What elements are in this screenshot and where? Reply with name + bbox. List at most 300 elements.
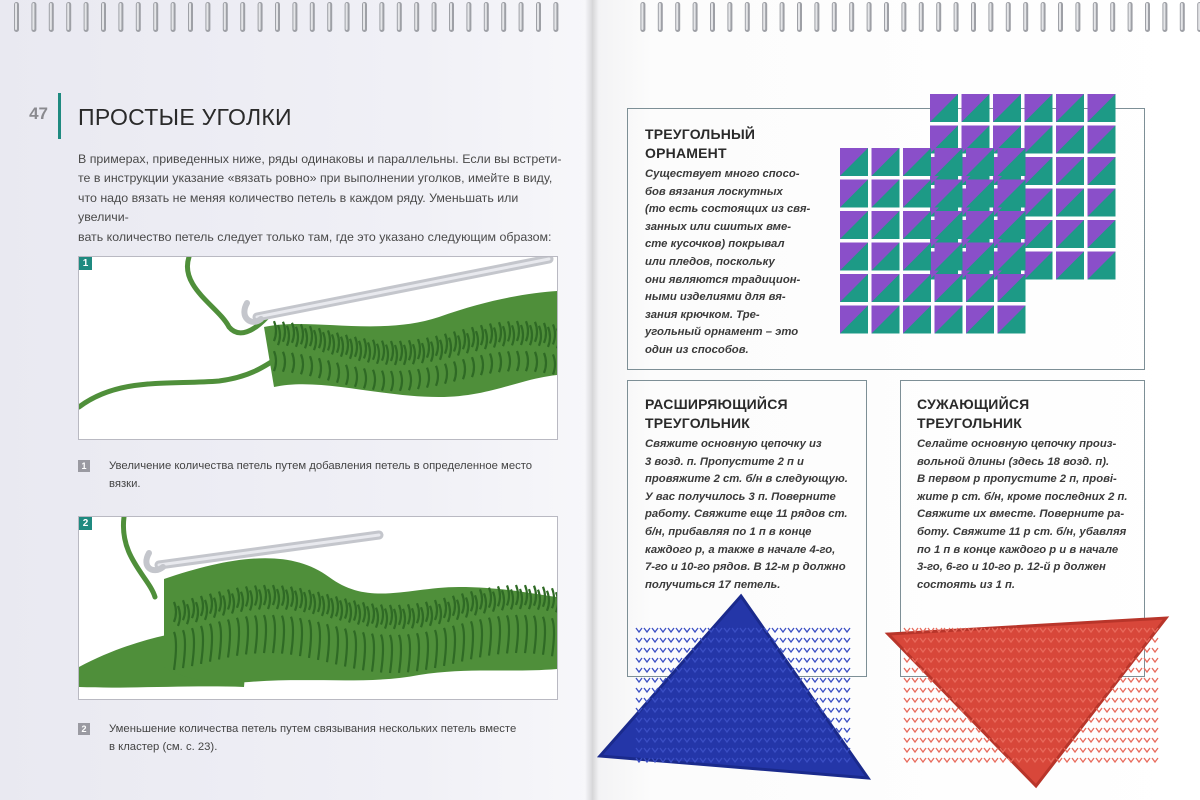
binding-loop-highlight [520,3,522,30]
crochet-stitch [660,658,666,662]
crochet-stitch [844,638,850,642]
crochet-stitch [912,678,918,682]
crochet-stitch [936,758,942,762]
crochet-stitch [684,648,690,652]
crochet-stitch [1104,728,1110,732]
crochet-stitch [976,738,982,742]
ornament-tile [1025,157,1053,185]
binding-loop-highlight [1042,3,1044,30]
photo-decrease-stitches [78,516,558,700]
crochet-stitch [844,728,850,732]
crochet-stitch [1120,708,1126,712]
ornament-tile [840,148,868,176]
crochet-stitch [836,688,842,692]
ornament-title [645,125,755,163]
ornament-tile [935,306,963,334]
intro-line: В примерах, приведенных ниже, ряды одинаковы и параллельны. Если вы встрети- [78,152,562,166]
crochet-stitch [1144,758,1150,762]
crochet-stitch [912,698,918,702]
ornament-tile [1088,157,1116,185]
crochet-stitch [812,628,818,632]
title-line: РАСШИРЯЮЩИЙСЯ [645,396,788,412]
page-number: 47 [29,104,48,123]
crochet-stitch [644,668,650,672]
crochet-stitch [1144,728,1150,732]
crochet-stitch [684,638,690,642]
text-line: каждого р, а также в начале 4-го, [645,543,836,556]
triangle-ornament-pattern [838,90,1124,344]
blue-expanding-triangle-swatch [596,588,896,788]
crochet-stitch [920,688,926,692]
caption-line: Увеличение количества петель путем добавления петель в определенное место [109,460,533,472]
ornament-tile [966,274,994,302]
crochet-stitch [1128,678,1134,682]
ornament-tile [1056,126,1084,154]
crochet-stitch [1136,688,1142,692]
crochet-stitch [692,638,698,642]
intro-line: вать количество петель следует только там, где это указано следующим образом: [78,229,552,244]
crochet-stitch [1088,728,1094,732]
ornament-tile [1088,220,1116,248]
crochet-stitch [960,718,966,722]
ornament-tile [1025,252,1053,280]
binding-loop-highlight [189,3,191,30]
text-line: по 1 п в конце каждого р и в начале [917,543,1119,556]
crochet-stitch [920,718,926,722]
binding-loop-highlight [502,3,504,30]
crochet-stitch [1000,758,1006,762]
crochet-stitch [636,638,642,642]
binding-loop-highlight [815,3,817,30]
crochet-stitch [928,738,934,742]
binding-loop-highlight [902,3,904,30]
crochet-stitch [912,758,918,762]
crochet-stitch [1112,758,1118,762]
crochet-stitch [1128,728,1134,732]
crochet-stitch [1096,738,1102,742]
crochet-stitch [1128,688,1134,692]
binding-loop-highlight [15,3,17,30]
ornament-tile [903,274,931,302]
crochet-stitch [804,668,810,672]
ornament-tile [935,180,963,208]
crochet-stitch [1112,688,1118,692]
crochet-stitch [780,628,786,632]
crochet-stitch [1080,728,1086,732]
crochet-stitch [920,738,926,742]
crochet-stitch [912,688,918,692]
crochet-stitch [1128,708,1134,712]
crochet-stitch [1112,738,1118,742]
ornament-tile [1088,189,1116,217]
text-line: Селайте основную цепочку произ- [917,438,1117,450]
text-line: (то есть состоящих из свя- [645,203,811,216]
crochet-stitch [944,728,950,732]
crochet-stitch [1136,698,1142,702]
crochet-stitch [820,648,826,652]
title-line: ТРЕУГОЛЬНЫЙ [645,126,756,142]
ornament-tile [840,274,868,302]
crochet-stitch [904,718,910,722]
ornament-tile [840,180,868,208]
crochet-stitch [820,638,826,642]
binding-loop-highlight [172,3,174,30]
binding-loop-highlight [467,3,469,30]
crochet-stitch [928,698,934,702]
binding-loop-highlight [102,3,104,30]
crochet-stitch [796,628,802,632]
crochet-stitch [788,658,794,662]
crochet-stitch [936,718,942,722]
crochet-stitch [652,638,658,642]
binding-loop-highlight [85,3,87,30]
crochet-stitch [1080,738,1086,742]
binding-loop-highlight [1129,3,1131,30]
crochet-stitch [1152,668,1158,672]
expanding-instructions [645,436,860,594]
crochet-stitch [836,708,842,712]
ornament-tile [998,306,1026,334]
binding-loop-highlight [433,3,435,30]
crochet-stitch [636,688,642,692]
ornament-tile [872,148,900,176]
crochet-stitch [1144,688,1150,692]
binding-loop-highlight [763,3,765,30]
binding-loop-highlight [328,3,330,30]
text-line: зания крючком. Тре- [645,308,760,321]
ornament-tile [1025,220,1053,248]
crochet-stitch [936,738,942,742]
crochet-stitch [1144,668,1150,672]
crochet-stitch [812,658,818,662]
crochet-stitch [904,698,910,702]
crochet-stitch [992,758,998,762]
crochet-stitch [976,758,982,762]
crochet-stitch [828,678,834,682]
crochet-stitch [912,728,918,732]
crochet-stitch [1080,758,1086,762]
text-line: 3-го, 6-го и 10-го р. 12-й р должен [917,561,1106,574]
ornament-description [645,166,820,360]
ornament-tile [993,94,1021,122]
crochet-stitch [920,698,926,702]
crochet-stitch [844,688,850,692]
text-line: ными изделиями для вя- [645,291,786,304]
crochet-stitch [1088,758,1094,762]
expanding-title [645,395,788,433]
ornament-tile [998,148,1026,176]
crochet-stitch [668,628,674,632]
ornament-tile [998,211,1026,239]
binding-loop-highlight [728,3,730,30]
text-line: один из способов. [645,343,749,356]
caption-line: Уменьшение количества петель путем связывания нескольких петель вместе [109,723,517,735]
ornament-tile [1088,126,1116,154]
ornament-tile [998,180,1026,208]
crochet-stitch [796,648,802,652]
crochet-stitch [928,708,934,712]
crochet-stitch [936,708,942,712]
crochet-stitch [952,718,958,722]
crochet-stitch [904,728,910,732]
crochet-stitch [700,628,706,632]
crochet-stitch [1088,718,1094,722]
binding-loop-highlight [276,3,278,30]
crochet-stitch [1136,738,1142,742]
ornament-tile [966,180,994,208]
text-line: работу. Свяжите еще 11 рядов ст. [645,508,848,521]
text-line: занных или сшитых вме- [645,220,792,233]
crochet-stitch [844,678,850,682]
binding-loop-highlight [798,3,800,30]
intro-paragraph [78,150,564,247]
ornament-tile [1056,157,1084,185]
text-line: боту. Свяжите 11 р ст. б/н, убавляя [917,525,1127,538]
binding-loop-highlight [1146,3,1148,30]
crochet-stitch [684,628,690,632]
text-line: бов вязания лоскутных [645,185,783,198]
crochet-stitch [1144,718,1150,722]
text-line: Свяжите основную цепочку из [645,438,822,450]
crochet-stitch [944,698,950,702]
crochet-stitch [1136,758,1142,762]
page-title: ПРОСТЫЕ УГОЛКИ [78,104,292,130]
crochet-stitch [1120,748,1126,752]
crochet-stitch [960,738,966,742]
crochet-stitch [692,628,698,632]
crochet-stitch [1104,738,1110,742]
crochet-stitch [936,698,942,702]
crochet-stitch [1072,758,1078,762]
crochet-stitch [1064,748,1070,752]
text-line: они являются традицион- [645,273,801,286]
crochet-stitch [1152,738,1158,742]
crochet-stitch [668,658,674,662]
ornament-tile [872,306,900,334]
crochet-stitch [644,658,650,662]
crochet-stitch [912,708,918,712]
binding-loop-highlight [885,3,887,30]
caption-badge: 2 [78,723,90,735]
binding-loop-highlight [450,3,452,30]
crochet-stitch [912,718,918,722]
binding-loop-highlight [1181,3,1183,30]
binding-loop-highlight [50,3,52,30]
crochet-stitch [844,708,850,712]
crochet-stitch [1120,728,1126,732]
crochet-stitch [1128,748,1134,752]
ornament-tile [903,243,931,271]
crochet-stitch [920,758,926,762]
text-line: сте кусочков) покрывал [645,238,785,251]
crochet-stitch [644,628,650,632]
crochet-stitch [944,738,950,742]
photo-badge: 2 [79,517,92,530]
crochet-stitch [920,708,926,712]
binding-loop-highlight [154,3,156,30]
crochet-stitch [912,748,918,752]
crochet-stitch [836,718,842,722]
binding-loop-highlight [955,3,957,30]
crochet-stitch [904,708,910,712]
crochet-stitch [668,638,674,642]
crochet-stitch [1144,648,1150,652]
crochet-stitch [1064,758,1070,762]
crochet-stitch [844,658,850,662]
crochet-stitch [1112,748,1118,752]
crochet-stitch [812,638,818,642]
binding-loop-highlight [67,3,69,30]
crochet-stitch [976,748,982,752]
crochet-stitch [944,708,950,712]
crochet-stitch [1152,728,1158,732]
crochet-stitch [1104,718,1110,722]
crochet-stitch [668,648,674,652]
text-line: 7-го и 10-го рядов. В 12-м р должно [645,561,846,574]
crochet-stitch [660,638,666,642]
crochet-stitch [928,758,934,762]
crochet-stitch [828,668,834,672]
ornament-tile [872,243,900,271]
crochet-stitch [796,668,802,672]
photo-caption [109,720,544,756]
crochet-stitch [660,648,666,652]
crochet-stitch [820,668,826,672]
crochet-stitch [952,708,958,712]
crochet-stitch [788,648,794,652]
crochet-stitch [836,698,842,702]
red-narrowing-triangle-swatch [884,608,1170,794]
binding-loop-highlight [259,3,261,30]
crochet-stitch [820,658,826,662]
crochet-stitch [1080,748,1086,752]
crochet-stitch [828,698,834,702]
crochet-stitch [1136,728,1142,732]
ornament-tile [930,94,958,122]
ornament-tile [935,211,963,239]
ornament-tile [1056,252,1084,280]
crochet-stitch [636,698,642,702]
binding-loop-highlight [1059,3,1061,30]
crochet-stitch [1096,708,1102,712]
ornament-tile [840,211,868,239]
caption-line: вязки. [109,478,141,490]
crochet-stitch [928,688,934,692]
crochet-stitch [928,718,934,722]
crochet-stitch [836,658,842,662]
crochet-stitch [1128,698,1134,702]
crochet-stitch [904,668,910,672]
photo-caption [109,457,544,493]
crochet-stitch [1152,718,1158,722]
binding-loop-highlight [224,3,226,30]
binding-loop-highlight [537,3,539,30]
crochet-stitch [804,658,810,662]
text-line: вольной длины (здесь 18 возд. п). [917,455,1110,468]
crochet-stitch [676,648,682,652]
crochet-stitch [676,638,682,642]
binding-loop-highlight [989,3,991,30]
crochet-stitch [1096,748,1102,752]
crochet-stitch [812,678,818,682]
crochet-stitch [820,678,826,682]
crochet-stitch [1136,658,1142,662]
crochet-stitch [844,648,850,652]
crochet-stitch [644,688,650,692]
crochet-stitch [820,628,826,632]
crochet-stitch [904,688,910,692]
binding-loop-highlight [746,3,748,30]
crochet-stitch [1104,748,1110,752]
crochet-stitch [1152,758,1158,762]
crochet-swatch-illustration [79,257,557,439]
narrowing-instructions [917,436,1139,594]
crochet-stitch [960,748,966,752]
crochet-stitch [812,648,818,652]
binding-loop-highlight [1024,3,1026,30]
crochet-stitch [676,628,682,632]
crochet-stitch [652,678,658,682]
crochet-stitch [804,628,810,632]
ornament-tile [935,243,963,271]
crochet-stitch [968,758,974,762]
crochet-stitch [636,668,642,672]
crochet-stitch [844,718,850,722]
crochet-stitch [904,738,910,742]
crochet-stitch [844,698,850,702]
binding-loop-highlight [641,3,643,30]
crochet-stitch [1136,708,1142,712]
crochet-stitch [1128,668,1134,672]
crochet-stitch [1096,728,1102,732]
crochet-stitch [1112,698,1118,702]
ornament-tile [840,306,868,334]
crochet-stitch [920,748,926,752]
text-line: У вас получилось 3 п. Поверните [645,490,836,503]
crochet-stitch [772,628,778,632]
crochet-stitch [828,708,834,712]
crochet-stitch [1088,738,1094,742]
crochet-stitch [1144,678,1150,682]
ornament-tile [1056,94,1084,122]
crochet-stitch [1136,718,1142,722]
crochet-stitch [1152,748,1158,752]
ornament-tile [872,274,900,302]
binding-loop-highlight [363,3,365,30]
crochet-stitch [944,718,950,722]
crochet-stitch [828,688,834,692]
crochet-stitch [1120,678,1126,682]
caption-badge: 1 [78,460,90,472]
ornament-tile [1088,252,1116,280]
binding-loop-highlight [241,3,243,30]
ornament-tile [903,180,931,208]
binding-loop-highlight [346,3,348,30]
crochet-stitch [968,728,974,732]
binding-loop-highlight [850,3,852,30]
ornament-tile [966,243,994,271]
crochet-stitch [1128,738,1134,742]
crochet-stitch [968,738,974,742]
binding-loop-highlight [119,3,121,30]
crochet-stitch [844,628,850,632]
crochet-stitch [960,728,966,732]
ornament-tile [966,211,994,239]
title-line: СУЖАЮЩИЙСЯ [917,396,1030,412]
crochet-stitch [1144,748,1150,752]
crochet-stitch [1120,688,1126,692]
crochet-stitch [836,678,842,682]
